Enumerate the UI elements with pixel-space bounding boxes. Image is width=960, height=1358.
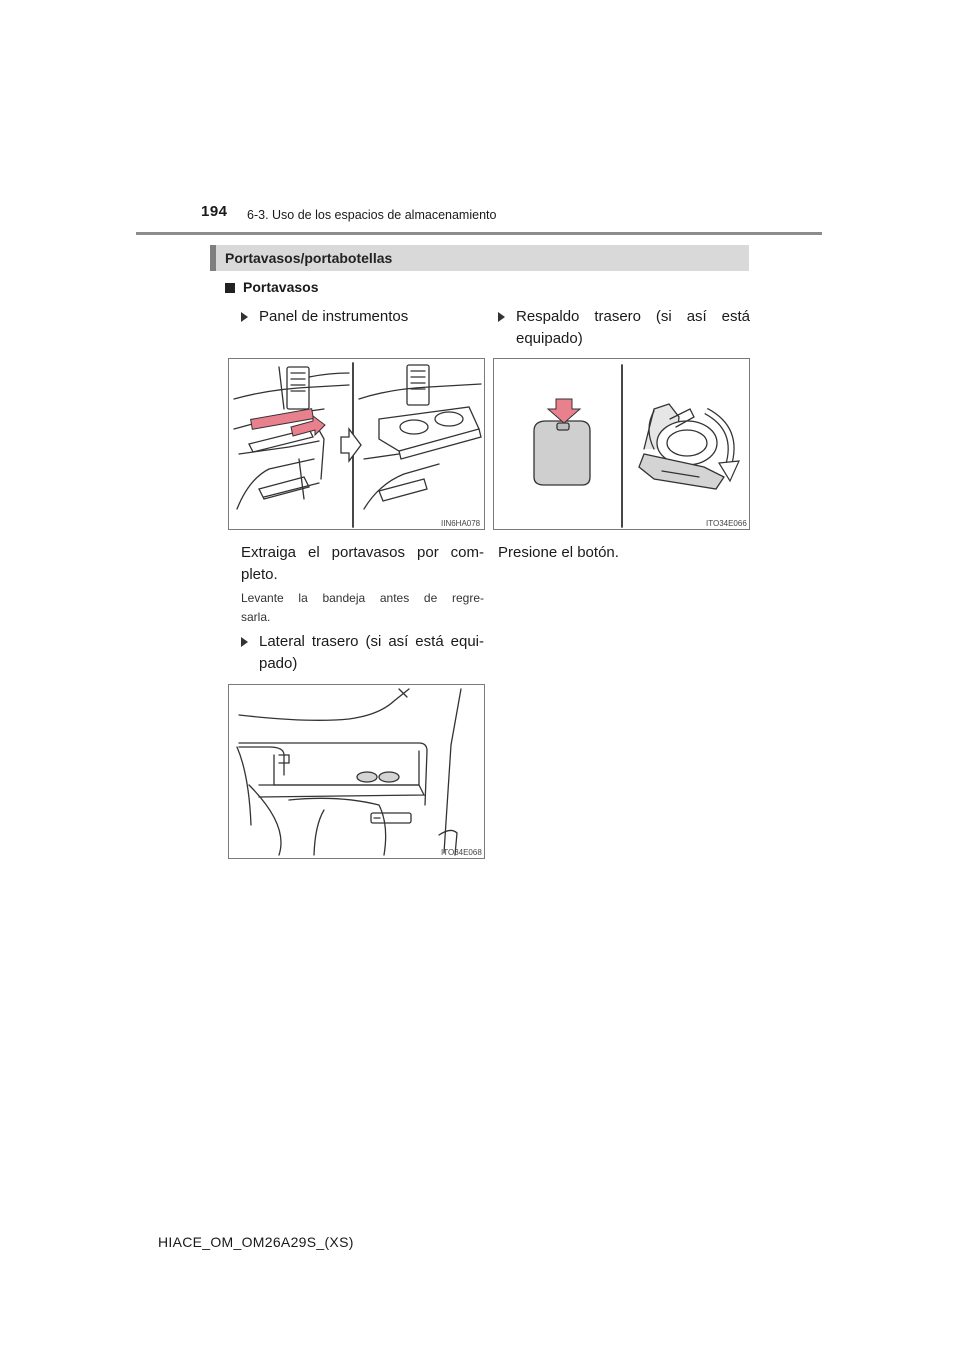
subsection-title: Portavasos <box>243 279 319 295</box>
section-heading-bar <box>210 245 749 271</box>
triangle-bullet-icon <box>498 312 505 322</box>
note-line2: sarla. <box>241 610 271 624</box>
figure-code: IIN6HA078 <box>441 519 481 528</box>
header-divider <box>136 232 822 235</box>
rear-side-illustration <box>229 685 484 858</box>
instrument-panel-illustration <box>229 359 484 529</box>
chapter-title: 6-3. Uso de los espacios de almacenamiento <box>247 208 497 222</box>
instruction-press-button: Presione el botón. <box>498 544 619 561</box>
instruction-pull-out <box>241 542 484 586</box>
note-lift-tray <box>241 589 484 627</box>
instruction-line1: Extraiga el portavasos por com- <box>241 544 484 561</box>
bullet-label-line2: pado) <box>259 655 298 672</box>
bullet-label-line2: equipado) <box>516 330 583 347</box>
figure-instrument-panel-cupholder <box>228 358 485 530</box>
note-line1: Levante la bandeja antes de regre- <box>241 591 484 605</box>
figure-code: ITO34E068 <box>441 848 482 857</box>
figure-code: ITO34E066 <box>706 519 747 528</box>
footer-model-code: HIACE_OM_OM26A29S_(XS) <box>158 1234 354 1250</box>
rear-seatback-illustration <box>494 359 749 529</box>
bullet-label-line1: Lateral trasero (si así está equi- <box>259 633 484 650</box>
figure-rear-side-cupholder <box>228 684 485 859</box>
triangle-bullet-icon <box>241 312 248 322</box>
bullet-instrument-panel <box>241 306 486 328</box>
section-title: Portavasos/portabotellas <box>225 250 393 266</box>
triangle-bullet-icon <box>241 637 248 647</box>
page-number: 194 <box>201 203 228 220</box>
bullet-rear-seatback <box>498 306 750 350</box>
bullet-rear-side <box>241 631 486 675</box>
square-bullet-icon <box>225 283 235 293</box>
subsection-heading <box>225 279 318 295</box>
bullet-label: Panel de instrumentos <box>259 308 409 325</box>
bullet-label-line1: Respaldo trasero (si así está <box>516 308 750 325</box>
instruction-line2: pleto. <box>241 566 278 583</box>
figure-rear-seatback-cupholder <box>493 358 750 530</box>
